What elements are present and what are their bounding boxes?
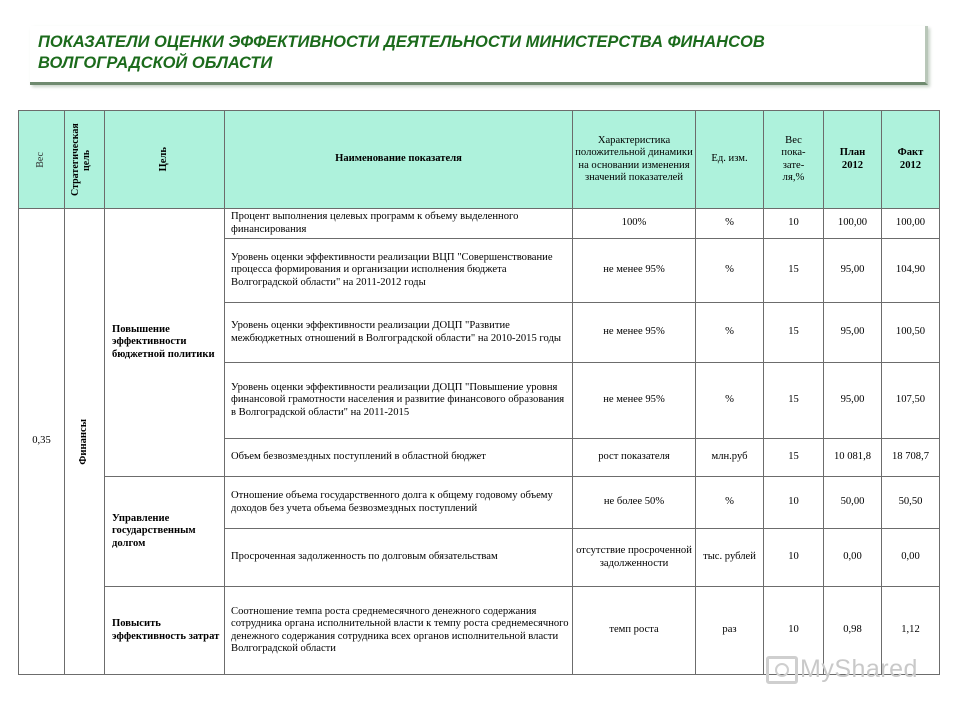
header-indicator-name: Наименование показателя [225,111,573,209]
plan-value: 100,00 [824,209,882,239]
characteristic: 100% [573,209,696,239]
characteristic: рост показателя [573,439,696,477]
indicator-name: Уровень оценки эффективности реализации ДОЦП "Развитие межбюджетных отношений в Волгоградской области" на 2010-2015 годы [225,303,573,363]
weight-value: 0,35 [19,209,65,675]
unit: раз [696,587,764,675]
indicator-weight: 15 [764,303,824,363]
fact-value: 100,50 [882,303,940,363]
plan-value: 10 081,8 [824,439,882,477]
indicator-weight: 15 [764,239,824,303]
plan-value: 50,00 [824,477,882,529]
characteristic: отсутствие просроченной задолженности [573,529,696,587]
fact-value: 50,50 [882,477,940,529]
indicator-name: Соотношение темпа роста среднемесячного денежного содержания сотрудника органа исполнительной власти к темпу роста среднемесячного денежного содержания сотрудника всех органов исполнительной власти Волгоградской области [225,587,573,675]
header-strategic-goal: Стратегическая цель [65,111,105,209]
indicator-name: Отношение объема государственного долга к общему годовому объему доходов без учета объема безвозмездных поступлений [225,477,573,529]
unit: млн.руб [696,439,764,477]
plan-value: 95,00 [824,303,882,363]
indicator-name: Уровень оценки эффективности реализации ВЦП "Совершенствование процесса формирования и организации исполнения бюджета Волгоградской области" на 2011-2012 годы [225,239,573,303]
goal-cost-efficiency: Повысить эффективность затрат [105,587,225,675]
indicator-name: Процент выполнения целевых программ к объему выделенного финансирования [225,209,573,239]
header-indicator-weight: Вес пока- зате- ля,% [764,111,824,209]
watermark: MyShared [800,655,918,683]
characteristic: не менее 95% [573,239,696,303]
goal-debt-management: Управление государственным долгом [105,477,225,587]
fact-value: 0,00 [882,529,940,587]
unit: % [696,209,764,239]
watermark-logo-icon [766,656,798,684]
indicator-name: Уровень оценки эффективности реализации ДОЦП "Повышение уровня финансовой грамотности населения и развитие финансового образования в Волгоградской области" на 2011-2015 [225,363,573,439]
unit: % [696,239,764,303]
indicator-name: Объем безвозмездных поступлений в областной бюджет [225,439,573,477]
indicator-weight: 10 [764,529,824,587]
table-row [19,477,940,529]
header-goal: Цель [105,111,225,209]
fact-value: 18 708,7 [882,439,940,477]
plan-value: 0,98 [824,587,882,675]
page-title: ПОКАЗАТЕЛИ ОЦЕНКИ ЭФФЕКТИВНОСТИ ДЕЯТЕЛЬНОСТИ МИНИСТЕРСТВА ФИНАНСОВ ВОЛГОГРАДСКОЙ ОБЛАСТИ [38,33,765,72]
indicator-weight: 10 [764,209,824,239]
goal-budget-policy: Повышение эффективности бюджетной политики [105,209,225,477]
fact-value: 107,50 [882,363,940,439]
unit: % [696,303,764,363]
characteristic: не более 50% [573,477,696,529]
header-plan: План 2012 [824,111,882,209]
plan-value: 95,00 [824,239,882,303]
header-row [19,111,940,209]
unit: % [696,363,764,439]
plan-value: 95,00 [824,363,882,439]
indicator-weight: 10 [764,587,824,675]
unit: % [696,477,764,529]
characteristic: не менее 95% [573,303,696,363]
fact-value: 104,90 [882,239,940,303]
header-unit: Ед. изм. [696,111,764,209]
characteristic: темп роста [573,587,696,675]
header-weight: Вес [19,111,65,209]
strategic-goal-value: Финансы [65,209,105,675]
plan-value: 0,00 [824,529,882,587]
indicator-weight: 15 [764,439,824,477]
fact-value: 100,00 [882,209,940,239]
header-characteristic: Характеристика положительной динамики на основании изменения значений показателей [573,111,696,209]
indicators-table [18,110,940,675]
indicator-name: Просроченная задолженность по долговым обязательствам [225,529,573,587]
characteristic: не менее 95% [573,363,696,439]
indicator-weight: 10 [764,477,824,529]
header-fact: Факт 2012 [882,111,940,209]
indicator-weight: 15 [764,363,824,439]
table-row [19,209,940,239]
unit: тыс. рублей [696,529,764,587]
fact-value: 1,12 [882,587,940,675]
